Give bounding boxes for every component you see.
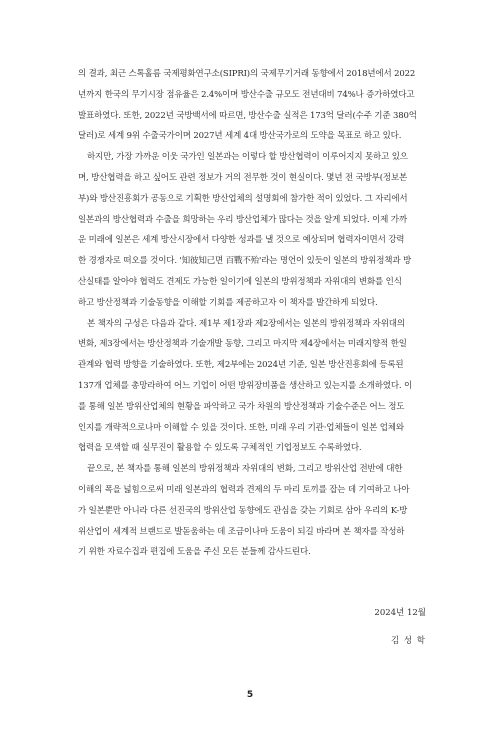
text-line: 년까지 한국의 무기시장 점유율은 2.4%이며 방산수출 규모도 전년대비 74%나 증가하였다고 [78,89,415,100]
text-line: 인지를 개략적으로나마 이해할 수 있을 것이다. 또한, 미래 우리 기관·업체들이 일본 업체와 [78,422,404,433]
text-line: 하고 방산정책과 기술동향을 이해할 기회를 제공하고자 이 책자를 발간하게 되었다. [78,297,378,308]
text-line: 변화, 제3장에서는 방산정책과 기술개발 동향, 그리고 마지막 제4장에서는 미래지향적 한일 [78,339,407,350]
text-line: 협력을 모색할 때 실무진이 활용할 수 있도록 구체적인 기업정보도 수록하였다. [78,443,362,454]
text-line: 발표하였다. 또한, 2022년 국방백서에 따르면, 방산수출 실적은 173억 달러(수주 기준 380억 [78,110,417,121]
text-line: 본 책자의 구성은 다음과 같다. 제1부 제1장과 제2장에서는 일본의 방위정책과 자위대의 [87,318,405,329]
text-line: 위산업이 세계적 브랜드로 발돋움하는 데 조금이나마 도움이 되길 바라며 본 책자를 작성하 [78,526,405,537]
text-line: 기 위한 자료수집과 편집에 도움을 주신 모든 분들께 감사드린다. [78,547,311,558]
text-line: 며, 방산협력을 하고 싶어도 관련 정보가 거의 전무한 것이 현실이다. 몇년 전 국방부(정보본 [78,172,408,183]
text-line: 운 미래에 일본은 세계 방산시장에서 다양한 성과를 낼 것으로 예상되며 협력자이면서 강력 [78,235,405,246]
text-line: 의 결과, 최근 스톡홀름 국제평화연구소(SIPRI)의 국제무기거래 동향에서 2018년에서 2022 [78,69,416,79]
preface-date: 2024년 12월 [374,608,426,618]
preface-body-text [78,64,427,563]
text-line: 가 일본뿐만 아니라 다른 선진국의 방위산업 동향에도 관심을 갖는 기회로 삼아 우리의 K-방 [78,505,408,516]
text-line: 137개 업체를 총망라하여 어느 기업이 어떤 방위장비품을 생산하고 있는지를 소개하였다. 이 [78,380,413,391]
text-line: 산실태를 알아야 협력도 견제도 가능한 일이기에 일본의 방위정책과 자위대의 변화를 인식 [78,276,402,287]
author-name: 김 성 학 [390,636,426,646]
text-line: 한 경쟁자로 떠오를 것이다. '知彼知己면 百戰不殆'라는 명언이 있듯이 일본의 방위정책과 방 [78,256,412,267]
text-line: 끝으로, 본 책자를 통해 일본의 방위정책과 자위대의 변화, 그리고 방위산업 전반에 대한 [87,464,403,475]
page-number: 5 [246,690,254,700]
text-line: 하지만, 가장 가까운 이웃 국가인 일본과는 이렇다 할 방산협력이 이루어지지 못하고 있으 [87,152,408,163]
text-line: 부)와 방산진흥회가 공동으로 기획한 방산업체의 설명회에 참가한 적이 있었다. 그 자리에서 [78,193,408,204]
text-line: 달러)로 세계 9위 수출국가이며 2027년 세계 4대 방산국가로의 도약을 목표로 하고 있다. [78,131,402,142]
text-line: 관계와 협력 방향을 기술하였다. 또한, 제2부에는 2024년 기준, 일본 방산진흥회에 등록된 [78,360,404,371]
text-line: 를 통해 일본 방위산업체의 현황을 파악하고 국가 차원의 방산정책과 기술수준은 어느 정도 [78,401,405,412]
text-line: 일본과의 방산협력과 수출을 희망하는 우리 방산업체가 많다는 것을 알게 되었다. 이제 가까 [78,214,407,225]
text-line: 이해의 폭을 넓힘으로써 미래 일본과의 협력과 견제의 두 마리 토끼를 잡는 데 기여하고 나아 [78,484,410,495]
